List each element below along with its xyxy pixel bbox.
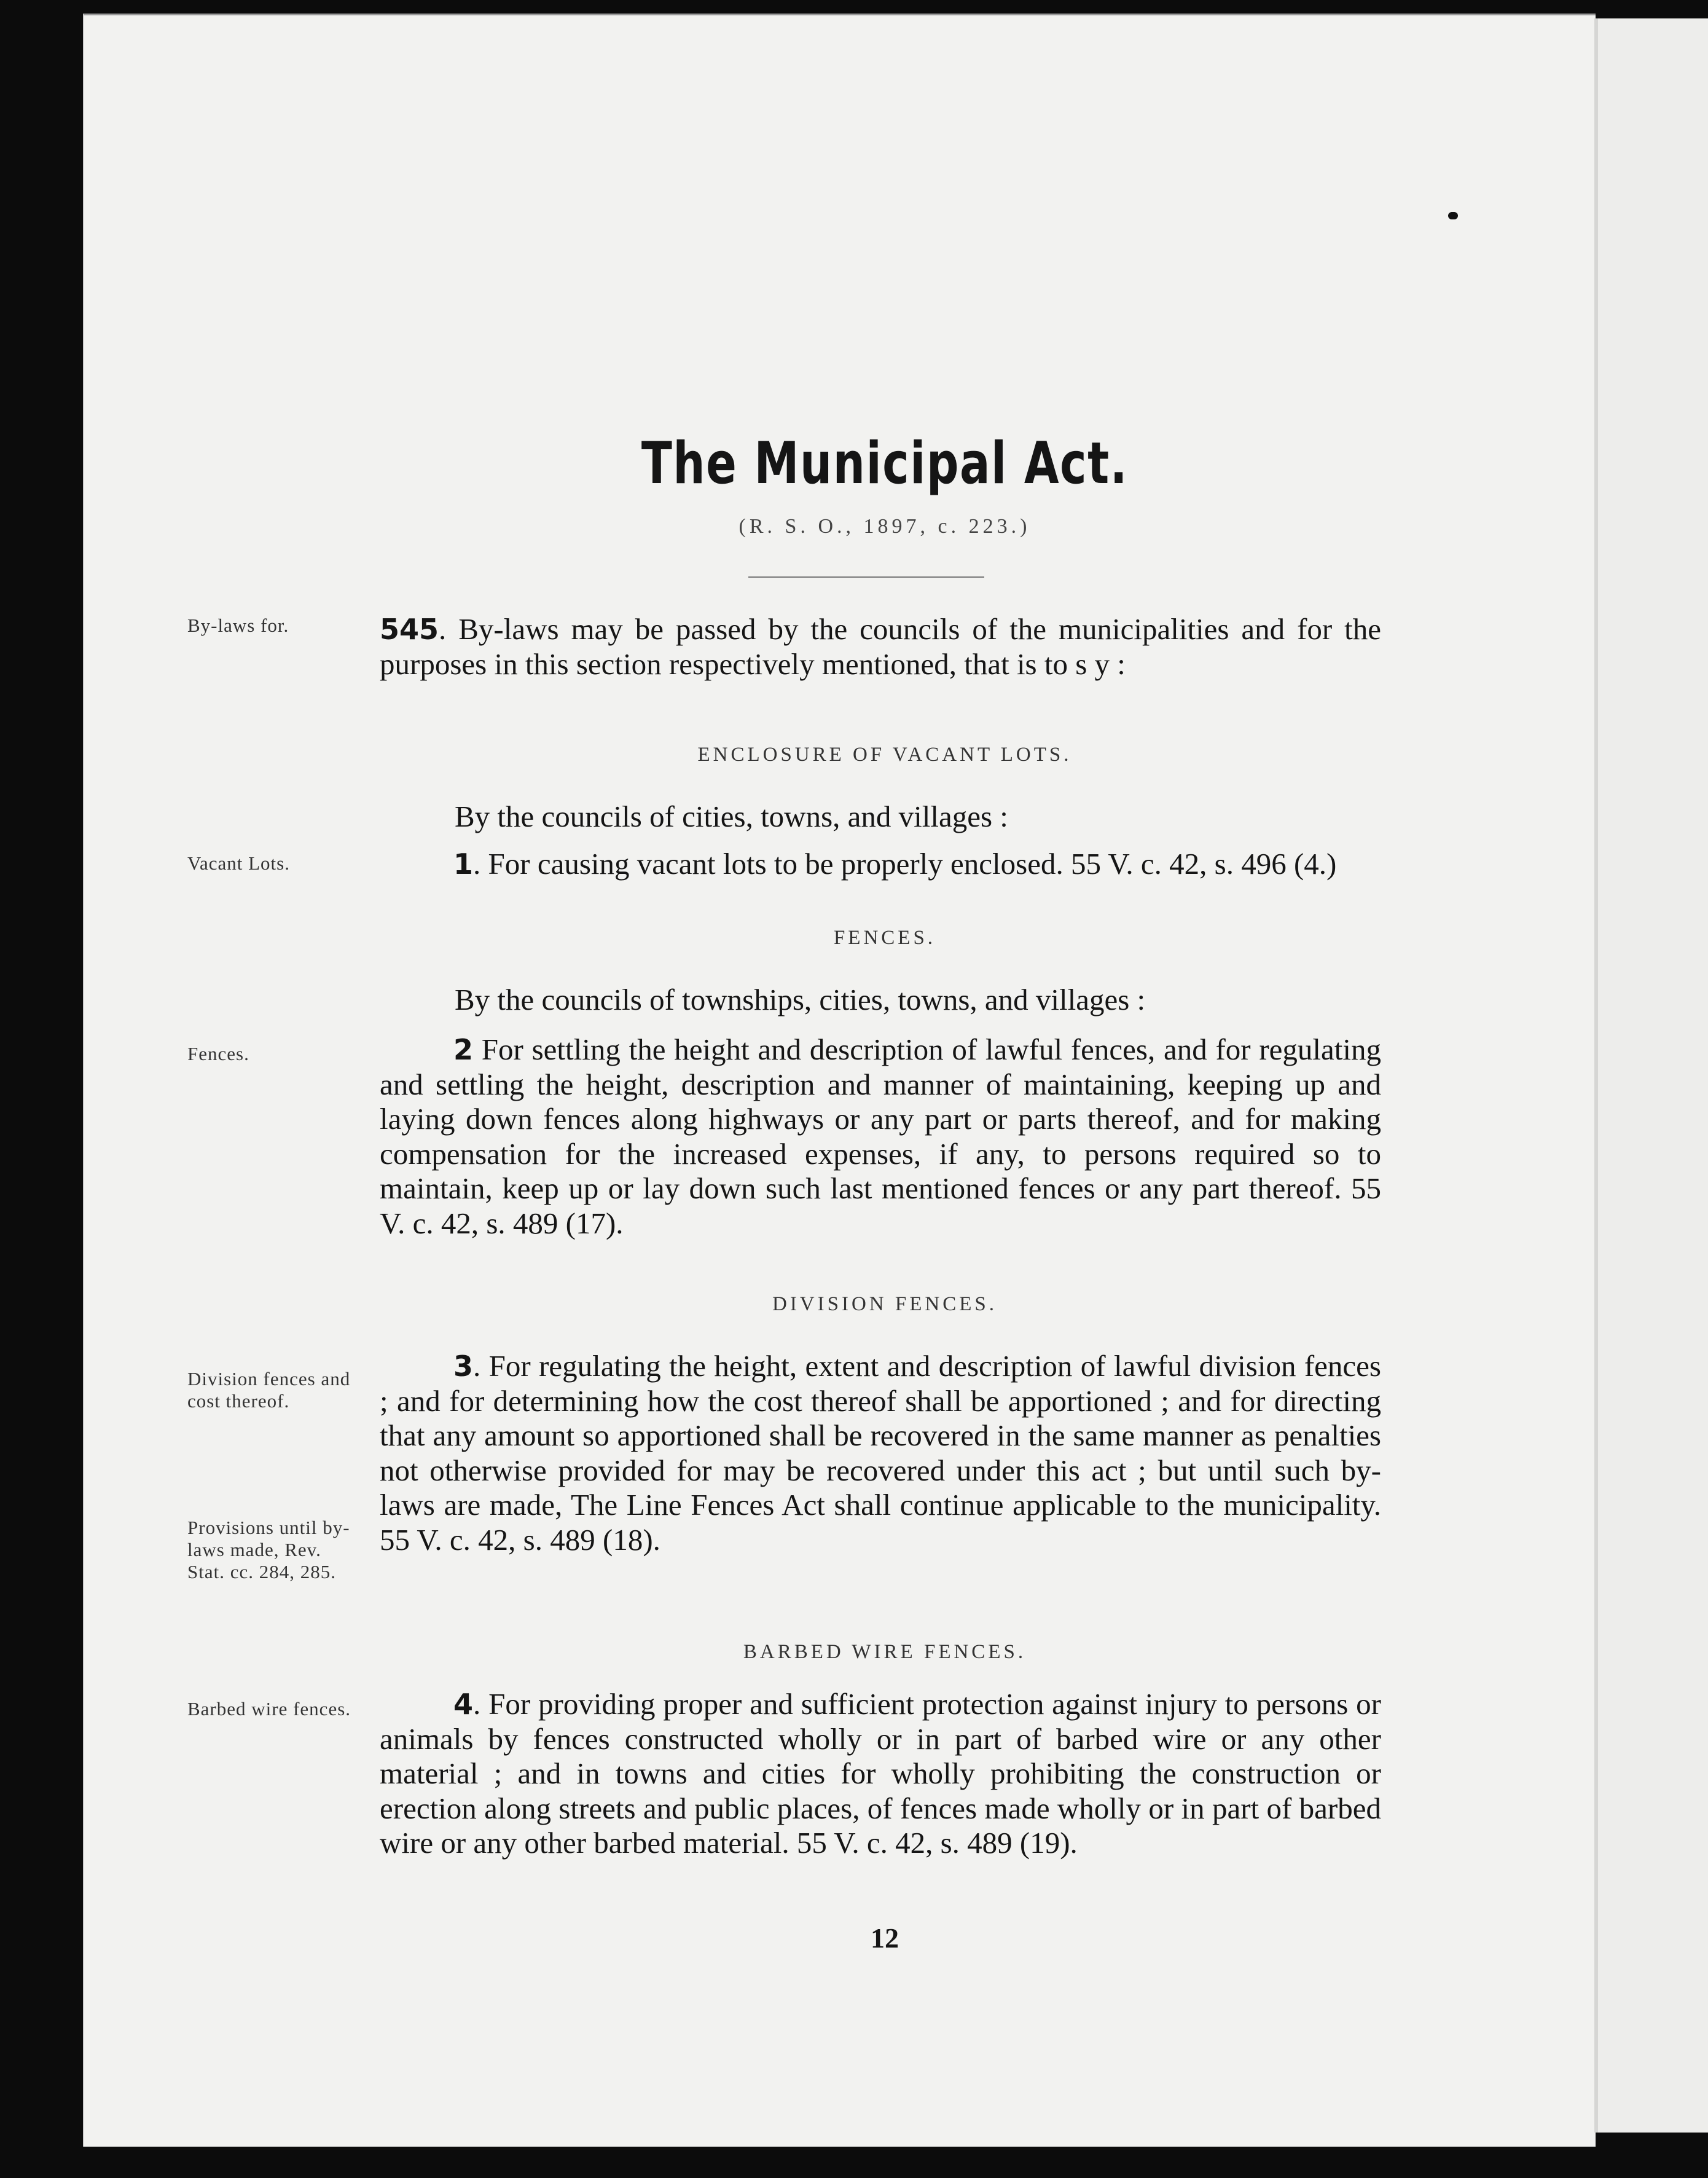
item-number: 2 <box>453 1033 474 1066</box>
item-text: . For causing vacant lots to be properly enclosed. 55 V. c. 42, s. 496 (4.) <box>473 847 1337 881</box>
section-text: . By-laws may be passed by the councils of the municipalities and for the purposes in this section respectively mentioned, that is to s y : <box>380 612 1381 681</box>
heading-division-fences: DIVISION FENCES. <box>772 1293 997 1315</box>
sidenote-division: Division fences and cost thereof. <box>187 1368 351 1412</box>
item-number: 3 <box>453 1350 474 1383</box>
item-text: For settling the height and description of lawful fences, and for regulating and settling the height, description and manner of maintaining, keeping up and laying down fences along highways or any part or parts thereof, and for making compensation for the increased expenses, if any, to persons required so to maintain, keep up or lay down such last mentioned fences or any part thereof. 55 V. c. 42, s. 489 (17). <box>380 1032 1381 1240</box>
heading-barbed-wire: BARBED WIRE FENCES. <box>743 1641 1027 1663</box>
item-1 <box>380 847 1381 882</box>
sidenote-fences: Fences. <box>187 1043 249 1064</box>
section-number: 545 <box>380 613 439 646</box>
statute-citation: (R. S. O., 1897, c. 223.) <box>738 515 1031 538</box>
item-text: . For regulating the height, extent and description of lawful division fences ; and for determining how the cost thereof shall be apportioned ; and for directing that any amount so apportioned shall be recovered in the same manner as penalties not otherwise provided for may be recovered under this act ; but until such by-laws are made, The Line Fences Act shall continue applicable to the municipality. 55 V. c. 42, s. 489 (18). <box>380 1349 1381 1557</box>
item-number: 1 <box>453 847 474 881</box>
heading-enclosure: ENCLOSURE OF VACANT LOTS. <box>697 744 1072 766</box>
intro-cities: By the councils of cities, towns, and villages : <box>455 800 1008 833</box>
sidenote-vacant-lots: Vacant Lots. <box>187 852 290 874</box>
document-title: The Municipal Act. <box>641 430 1129 497</box>
sidenote-bylaws: By-laws for. <box>187 615 289 636</box>
section-545 <box>380 612 1381 682</box>
item-4 <box>380 1687 1381 1861</box>
item-text: . For providing proper and sufficient protection against injury to persons or animals by fences constructed wholly or in part of barbed wire or any other material ; and in towns and cities for wholly prohibiting the construction or erection along streets and public places, of fences made wholly or in part of barbed wire or any other barbed material. 55 V. c. 42, s. 489 (19). <box>380 1687 1381 1860</box>
sidenote-barbed: Barbed wire fences. <box>187 1698 351 1720</box>
sidenote-provisions: Provisions until by-laws made, Rev. Stat. cc. 284, 285. <box>187 1517 350 1582</box>
title-divider <box>748 576 984 578</box>
item-number: 4 <box>453 1688 474 1721</box>
facing-page-edge <box>1594 18 1708 2133</box>
intro-townships: By the councils of townships, cities, towns, and villages : <box>455 983 1146 1016</box>
item-3 <box>380 1349 1381 1557</box>
item-2 <box>380 1032 1381 1241</box>
ink-mark <box>1448 212 1458 219</box>
page-number: 12 <box>871 1922 899 1954</box>
heading-fences: FENCES. <box>833 927 936 949</box>
